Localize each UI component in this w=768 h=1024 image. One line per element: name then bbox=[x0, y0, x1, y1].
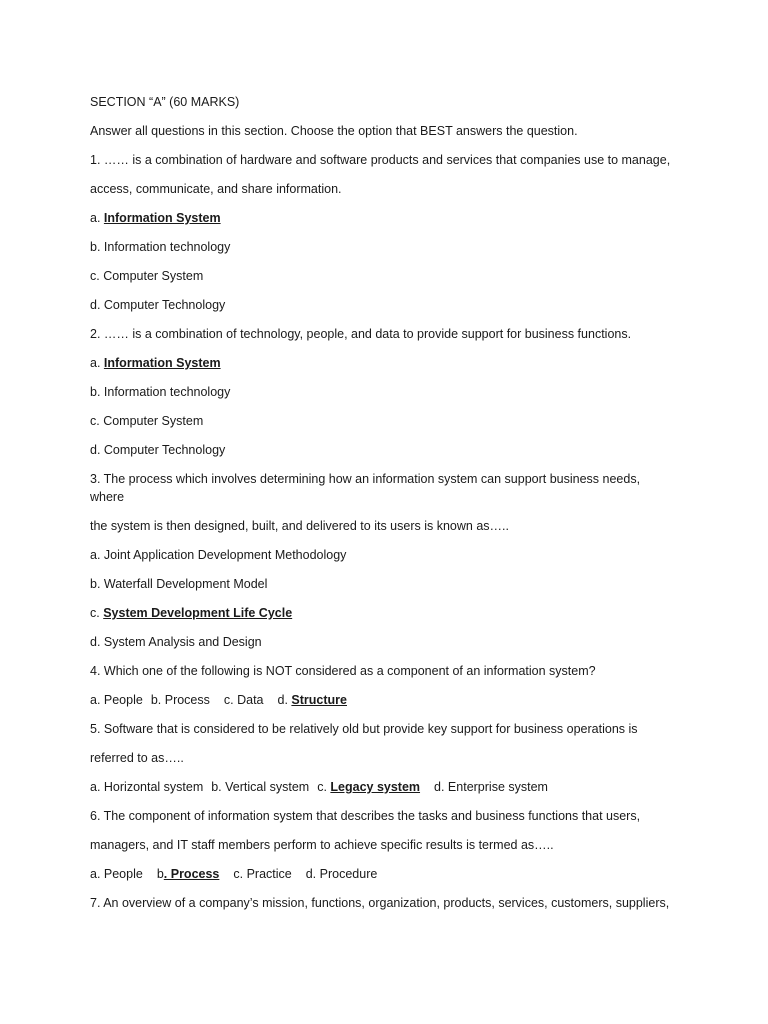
q6-option-c: c. Practice bbox=[233, 867, 292, 881]
q5-stem-line2: referred to as….. bbox=[90, 751, 184, 765]
q1-option-b: b. Information technology bbox=[90, 240, 231, 254]
q6-option-b-prefix: b bbox=[156, 867, 164, 881]
q4-answer: Structure bbox=[291, 693, 347, 707]
q1-option-a bbox=[90, 209, 690, 227]
q5-options bbox=[90, 778, 690, 796]
q3-option-a: a. Joint Application Development Methodology bbox=[90, 548, 347, 562]
q4-option-d-prefix: d. bbox=[277, 693, 292, 707]
q3-option-b: b. Waterfall Development Model bbox=[90, 577, 268, 591]
q4-option-a: a. People bbox=[90, 693, 143, 707]
q5-option-b: b. Vertical system bbox=[211, 780, 310, 794]
q2-option-a-prefix: a. bbox=[90, 356, 104, 370]
q3-option-d: d. System Analysis and Design bbox=[90, 635, 262, 649]
q2-answer: Information System bbox=[103, 356, 221, 370]
q6-stem-line2: managers, and IT staff members perform to achieve specific results is termed as….. bbox=[90, 838, 554, 852]
q3-option-c bbox=[90, 604, 690, 622]
q1-option-a-prefix: a. bbox=[90, 211, 104, 225]
q3-option-c-prefix: c. bbox=[90, 606, 104, 620]
q3-stem-line2: the system is then designed, built, and delivered to its users is known as….. bbox=[90, 519, 509, 533]
q1-stem-line2: access, communicate, and share information. bbox=[90, 182, 342, 196]
q4-options bbox=[90, 691, 690, 709]
q2-option-c: c. Computer System bbox=[90, 414, 204, 428]
q4-option-c: c. Data bbox=[223, 693, 264, 707]
instructions: Answer all questions in this section. Choose the option that BEST answers the question. bbox=[90, 124, 578, 138]
q1-stem-line1: 1. …… is a combination of hardware and software products and services that companies use to manage, bbox=[90, 153, 671, 167]
q4-stem: 4. Which one of the following is NOT considered as a component of an information system? bbox=[90, 664, 596, 678]
q4-option-b: b. Process bbox=[150, 693, 210, 707]
q1-answer: Information System bbox=[103, 211, 221, 225]
q5-option-c-prefix: c. bbox=[317, 780, 331, 794]
q6-option-d: d. Procedure bbox=[305, 867, 378, 881]
q3-stem-line1b: where bbox=[90, 490, 125, 504]
document-page bbox=[90, 93, 690, 923]
q2-stem: 2. …… is a combination of technology, people, and data to provide support for business functions. bbox=[90, 327, 632, 341]
q2-option-a bbox=[90, 354, 690, 372]
q3-answer: System Development Life Cycle bbox=[103, 606, 293, 620]
q6-options bbox=[90, 865, 690, 883]
q1-option-d: d. Computer Technology bbox=[90, 298, 226, 312]
q2-option-b: b. Information technology bbox=[90, 385, 231, 399]
q5-option-d: d. Enterprise system bbox=[434, 780, 548, 794]
q5-answer: Legacy system bbox=[330, 780, 421, 794]
q6-option-a: a. People bbox=[90, 867, 143, 881]
section-title: SECTION “A” (60 MARKS) bbox=[90, 95, 240, 109]
q3-stem-line1: 3. The process which involves determining how an information system can support business needs, bbox=[90, 472, 641, 486]
q6-answer: . Process bbox=[163, 867, 220, 881]
q5-option-a: a. Horizontal system bbox=[90, 780, 204, 794]
q7-stem-line1: 7. An overview of a company’s mission, functions, organization, products, services, customers, suppliers, bbox=[90, 896, 670, 910]
q1-option-c: c. Computer System bbox=[90, 269, 204, 283]
q6-stem-line1: 6. The component of information system that describes the tasks and business functions that users, bbox=[90, 809, 641, 823]
q5-stem-line1: 5. Software that is considered to be relatively old but provide key support for business operations is bbox=[90, 722, 638, 736]
q2-option-d: d. Computer Technology bbox=[90, 443, 226, 457]
